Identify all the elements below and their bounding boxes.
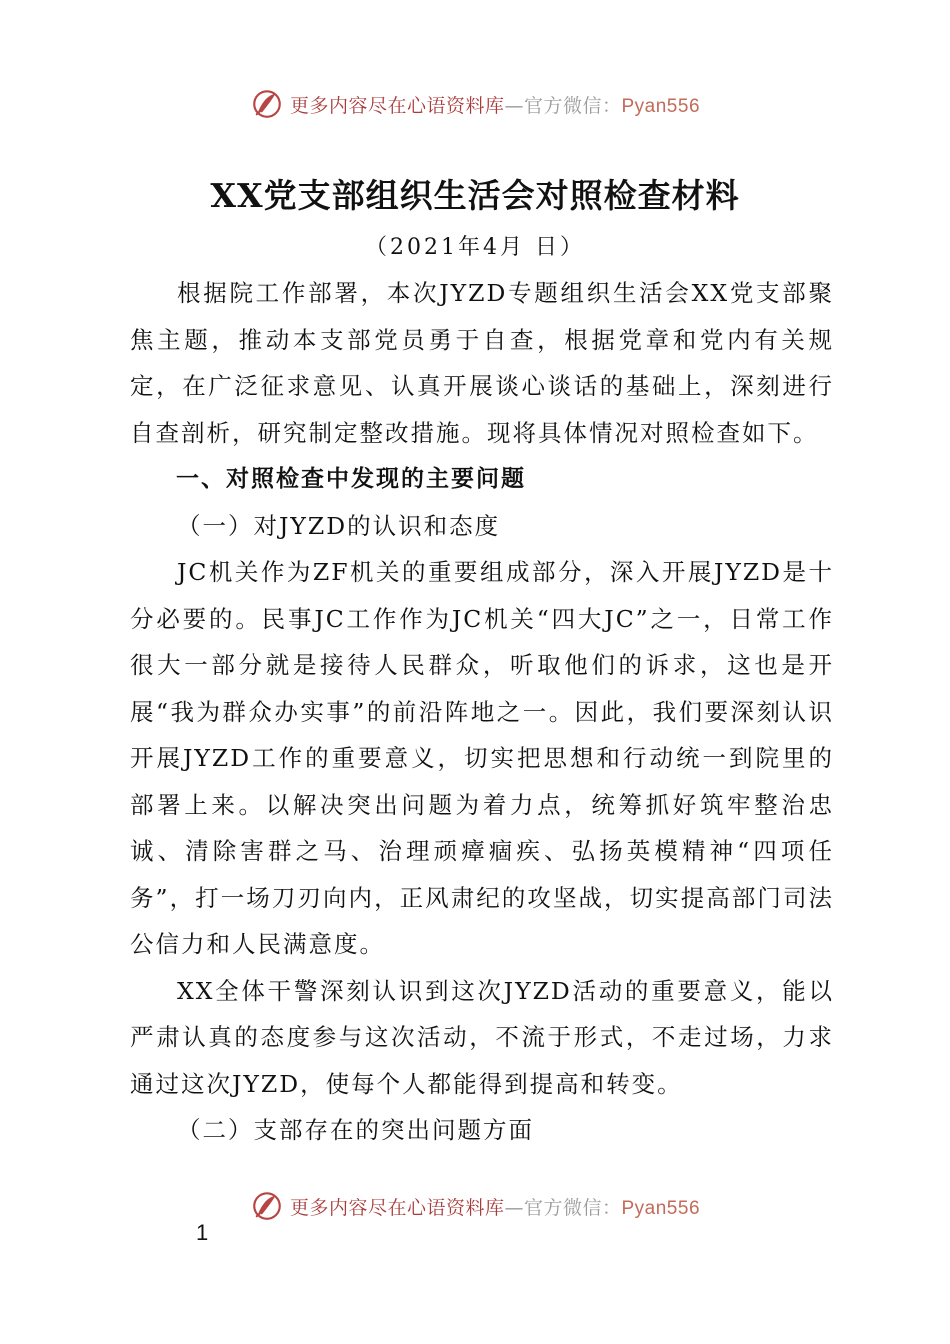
wechat-label: 官方微信： bbox=[523, 1196, 622, 1219]
body-paragraph-1: JC机关作为ZF机关的重要组成部分，深入开展JYZD是十分必要的。民事JC工作作为JC机关“四大JC”之一，日常工作很大一部分就是接待人民群众，听取他们的诉求，这也是开展“我为群众办实事”的前沿阵地之一。因此，我们要深刻认识开展JYZD工作的重要意义，切实把思想和行动统一到院里的部署上来。以解决突出问题为着力点，统筹抓好筑牢整治忠诚、清除害群之马、治理顽瘴痼疾、弘扬英模精神“四项任务”，打一场刀刃向内，正风肃纪的攻坚战，切实提高部门司法公信力和人民满意度。 bbox=[130, 558, 834, 958]
intro-paragraph: 根据院工作部署，本次JYZD专题组织生活会XX党支部聚焦主题，推动本支部党员勇于自查，根据党章和党内有关规定，在广泛征求意见、认真开展谈心谈话的基础上，深刻进行自查剖析，研究制定整改措施。现将具体情况对照检查如下。 bbox=[130, 279, 834, 447]
wechat-id: Pyan556 bbox=[621, 1197, 701, 1219]
pen-swirl-logo-icon bbox=[250, 1189, 284, 1223]
banner-text bbox=[290, 91, 700, 118]
header-banner bbox=[0, 84, 950, 124]
brand-name: 更多内容尽在心语资料库 bbox=[289, 1196, 505, 1219]
body-paragraph-2: XX全体干警深刻认识到这次JYZD活动的重要意义，能以严肃认真的态度参与这次活动，不流于形式，不走过场，力求通过这次JYZD，使每个人都能得到提高和转变。 bbox=[130, 976, 834, 1098]
section-heading-1: 一、对照检查中发现的主要问题 bbox=[176, 466, 526, 492]
banner-separator: — bbox=[504, 94, 524, 117]
wechat-label: 官方微信： bbox=[523, 94, 622, 117]
banner-separator: — bbox=[504, 1196, 524, 1219]
banner-text bbox=[290, 1193, 700, 1220]
document-title: XX党支部组织生活会对照检查材料 bbox=[210, 176, 740, 215]
footer-banner bbox=[0, 1186, 950, 1226]
page-number: 1 bbox=[196, 1220, 209, 1245]
subsection-heading-2: （二）支部存在的突出问题方面 bbox=[177, 1116, 534, 1144]
document-date: （2021年4月 日） bbox=[365, 235, 585, 260]
brand-name: 更多内容尽在心语资料库 bbox=[289, 94, 505, 117]
pen-swirl-logo-icon bbox=[250, 87, 284, 121]
subsection-heading-1: （一）对JYZD的认识和态度 bbox=[177, 511, 501, 540]
wechat-id: Pyan556 bbox=[621, 95, 701, 117]
document-body bbox=[130, 270, 834, 1154]
